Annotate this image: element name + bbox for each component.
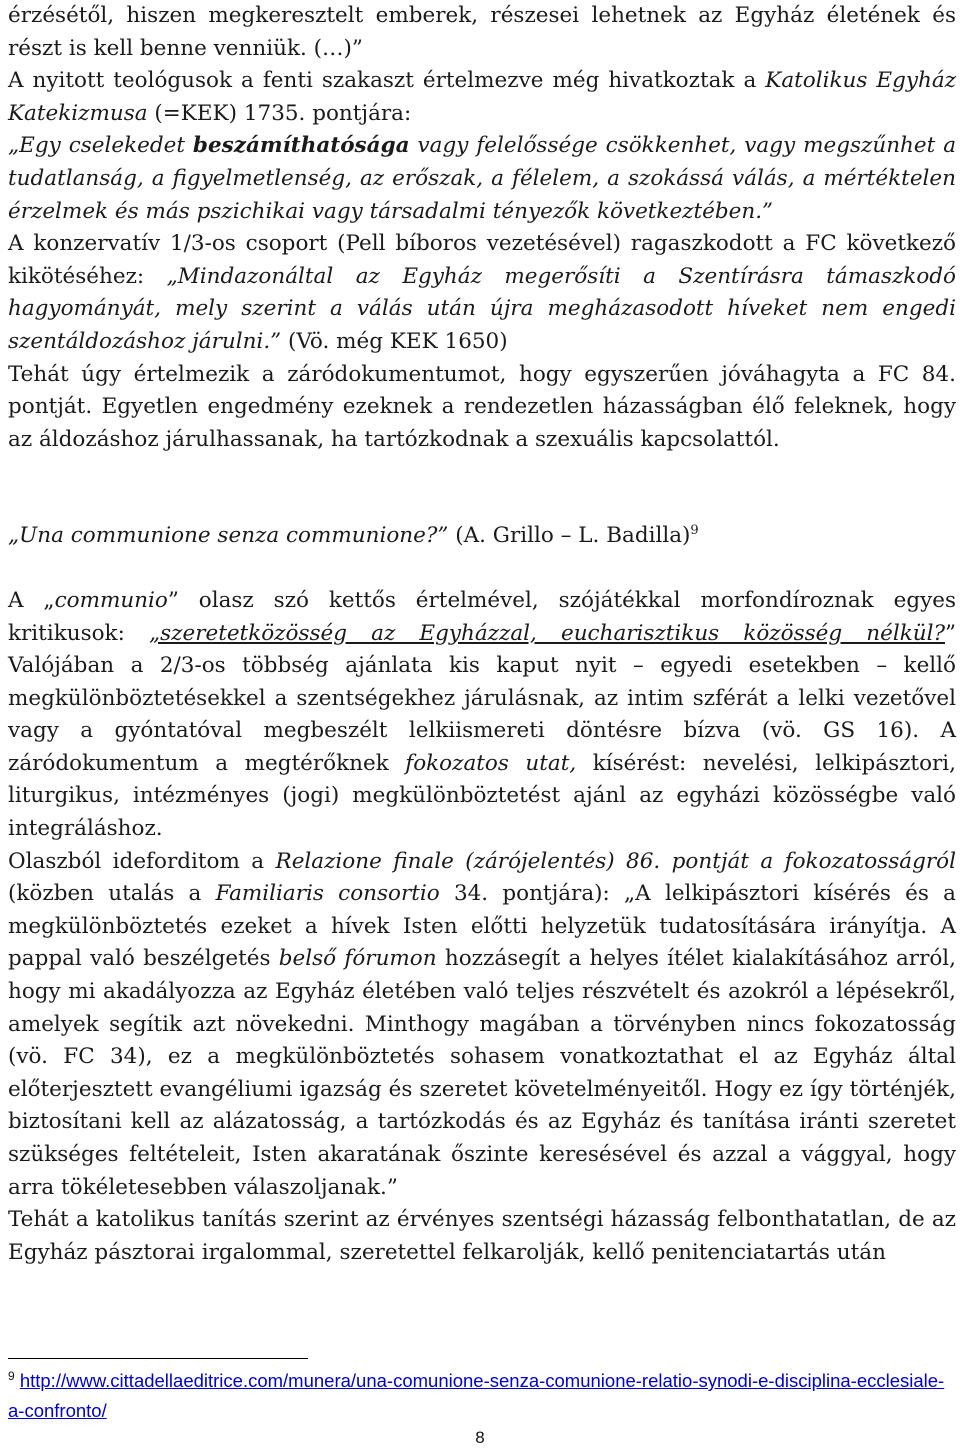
paragraph-3-text-a: A konzervatív 1/3-os csoport (Pell bíboros vezetésével) ragaszkodott a FC következő kikötéséhez: (8, 231, 956, 289)
kek-title: Katolikus Egyház Katekizmusa (8, 68, 956, 126)
paragraph-7-text: Tehát a katolikus tanítás szerint az érvényes szentségi házasság felbonthatatlan, de az Egyház pásztorai irgalommal, szeretettel felkarolják, kellő penitenciatartás után (8, 1207, 956, 1265)
paragraph-3 (8, 228, 956, 358)
spacer (8, 553, 956, 585)
belso-forum: belső fórumon (278, 946, 437, 972)
paragraph-5-text-d: kísérést: nevelési, lelkipásztori, liturgikus, intézményes (jogi) megkülönböztetést ajánl az egyházi közösségbe való integráláshoz. (8, 750, 957, 842)
spacer (8, 488, 956, 520)
paragraph-1 (8, 0, 956, 65)
fokozatos-ut: fokozatos utat, (405, 750, 577, 776)
footnote-divider (8, 1358, 308, 1359)
kek-quote (8, 130, 956, 228)
paragraph-6-text-c: 34. pontjára): „A lelkipásztori kísérés és a megkülönböztetés ezeket a hívek Isten előtti helyzetük tudatosítására irányítja. A pappal való beszélgetés (8, 881, 957, 972)
paragraph-4 (8, 359, 956, 457)
relazione-finale: Relazione finale (zárójelentés) 86. pontját a fokozatosságról (275, 848, 956, 874)
paragraph-5-text-b: ” olasz szó kettős értelmével, szójátékkal morfondíroznak egyes kritikusok: (8, 587, 957, 646)
paragraph-1-text: érzésétől, hiszen megkeresztelt emberek, részesei lehetnek az Egyház életének és részt is kell benne venniük. (…)” (8, 3, 956, 61)
paragraph-6-text-d: hozzásegít a helyes ítélet kialakításához arról, hogy mi akadályozza az Egyház életében való teljes részvételt és azokról a lépésekről, amelyek segítik azt növekedni. Minthogy magában a törvényben nincs fokozatosság (vö. FC 34), ez a megkülönböztetés sohasem vonatkoztathat el az Egyház által előterjesztett evangéliumi igazság és szeretet követelményeitől. Hogy ez így történjék, biztosítani kell az alázatosság, a tartózkodás és az Egyház és tanítása iránti szeretet szükséges feltételeit, Isten akaratának őszinte keresésével és azzal a vággyal, hogy arra tökéletesebben válaszoljanak.” (8, 946, 956, 1200)
paragraph-3-text-b: (Vö. még KEK 1650) (281, 328, 508, 354)
paragraph-7 (8, 1204, 956, 1269)
paragraph-6-text-a: Olaszból ideforditom a (8, 848, 276, 874)
paragraph-6-text-b: (közben utalás a (8, 881, 216, 907)
paragraph-4-text: Tehát úgy értelmezik a záródokumentumot, hogy egyszerűen jóváhagyta a FC 84. pontját. Egyetlen engedmény ezeknek a rendezetlen házasságban élő feleknek, hogy az áldozáshoz járulhassanak, ha tartózkodnak a szexuális kapcsolattól. (8, 361, 956, 452)
footnote-link[interactable]: http://www.cittadellaeditrice.com/munera/una-comunione-senza-comunione-relatio-synodi-e-disciplina-ecclesiale-a-confronto/ (8, 1370, 945, 1421)
communio-word: communio (54, 587, 168, 613)
paragraph-2 (8, 65, 956, 130)
page-number: 8 (475, 1428, 485, 1447)
paragraph-6 (8, 846, 956, 1205)
paragraph-5-text-a: A „ (8, 587, 55, 613)
section-heading (8, 520, 956, 553)
fc-quote: „Mindazonáltal az Egyház megerősíti a Szentírásra támaszkodó hagyományát, mely szerint a válás után újra megházasodott híveket nem engedi szentáldozáshoz járulni.” (8, 263, 956, 354)
critics-quote: „szeretetközösség az Egyházzal, eucharisztikus közösség nélkül? (148, 620, 945, 646)
kek-quote-bold: beszámíthatósága (192, 133, 410, 159)
footnote (8, 1366, 956, 1426)
footnote-ref: 9 (690, 523, 699, 539)
paragraph-5-text-c: ” Valójában a 2/3-os többség ajánlata kis kaput nyit – egyedi esetekben – kellő megkülönböztetésekkel a szentségekhez járulásnak, az intim szférát a lelki vezetővel vagy a gyóntatóval megbeszélt lelkiismereti döntésre bízva (vö. GS 16). A záródokumentum a megtérőknek (8, 620, 956, 776)
kek-quote-b: vagy felelőssége csökkenhet, vagy megszűnhet a tudatlanság, a figyelmetlenség, az erőszak, a félelem, a szokássá válás, a mértéktelen érzelmek és más pszichikai vagy társadalmi tényezők következtében.” (8, 133, 957, 224)
paragraph-2-text-a: A nyitott teológusok a fenti szakaszt értelmezve még hivatkoztak a (8, 68, 766, 94)
section-heading-title: „Una communione senza communione?” (8, 523, 449, 549)
familiaris-consortio: Familiaris consortio (215, 881, 440, 907)
kek-quote-a: „Egy cselekedet (8, 133, 193, 159)
paragraph-2-text-b: (=KEK) 1735. pontjára: (147, 100, 412, 126)
footnote-number: 9 (8, 1368, 15, 1383)
paragraph-5 (8, 585, 956, 846)
spacer (8, 456, 956, 488)
section-heading-authors: (A. Grillo – L. Badilla) (448, 523, 691, 549)
document-page (8, 0, 956, 1269)
